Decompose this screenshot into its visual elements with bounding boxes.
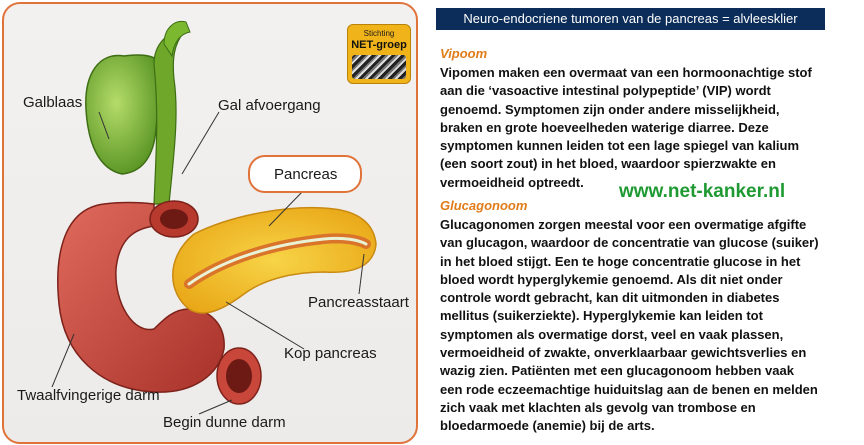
text-line: (een soort zout) in het bloed, waardoor spierzwakte en	[440, 156, 776, 172]
section-title-glucagonoom: Glucagonoom	[440, 198, 528, 213]
text-line: bloedarmoede (anemie) bij de arts.	[440, 418, 655, 434]
section-text-vipoom	[440, 64, 826, 192]
section-text-glucagonoom	[440, 216, 826, 436]
label-pancreasstaart: Pancreasstaart	[308, 294, 409, 311]
text-line: symptomen als overmatige dorst, veel en vaak plassen,	[440, 326, 784, 342]
text-line: wazig zien. Patiënten met een glucagonoom hebben vaak	[440, 363, 794, 379]
text-line: Glucagonomen zorgen meestal voor een overmatige afgifte	[440, 217, 807, 232]
text-line: vermoeidheid optreedt.	[440, 174, 584, 190]
page-title: Neuro-endocriene tumoren van de pancreas = alvleesklier	[436, 8, 825, 30]
logo-line-net-groep: NET-groep	[351, 39, 407, 51]
text-line: mellitus (suikerziekte). Hyperglykemie kan leiden tot	[440, 308, 763, 324]
text-line: vermoeidheid of zwakte, onverklaarbaar gewichtsverlies en	[440, 345, 807, 361]
label-begin-dunne-darm: Begin dunne darm	[163, 414, 286, 431]
text-line: bloed wordt hyperglykemie genoemd. Als dit niet onder	[440, 271, 783, 287]
text-line: braken en grote hoeveelheden waterige diarree. Deze	[440, 119, 769, 135]
net-groep-logo	[347, 24, 411, 84]
text-line: controle wordt gebracht, kan dit uitmonden in diabetes	[440, 290, 780, 306]
text-line: in het bloed stijgt. Een te hoge concentratie glucose in het	[440, 253, 801, 269]
website-link[interactable]: www.net-kanker.nl	[619, 181, 786, 202]
text-line: aan die ‘vasoactive intestinal polypeptide’ (VIP) wordt	[440, 83, 771, 99]
text-line: symptomen kunnen leiden tot een lage spiegel van kalium	[440, 138, 800, 154]
label-kop-pancreas: Kop pancreas	[284, 345, 377, 362]
text-line: zich vaak met klachten als gevolg van trombose en	[440, 399, 756, 415]
logo-line-stichting: Stichting	[363, 29, 395, 38]
bile-duct-shape	[154, 32, 184, 204]
logo-image	[352, 55, 406, 79]
label-gal-afvoergang: Gal afvoergang	[218, 97, 321, 114]
text-line: Vipomen maken een overmaat van een hormoonachtige stof	[440, 65, 812, 80]
section-title-vipoom: Vipoom	[440, 46, 488, 61]
label-pancreas: Pancreas	[274, 166, 338, 183]
anatomy-illustration-panel	[2, 2, 418, 444]
label-twaalfvingerige-darm: Twaalfvingerige darm	[17, 387, 160, 404]
text-line: genoemd. Symptomen zijn onder andere misselijkheid,	[440, 101, 780, 117]
text-line: van glucagon, waardoor de concentratie van glucose (suiker)	[440, 235, 819, 251]
label-galblaas: Galblaas	[23, 94, 83, 111]
gallbladder-shape	[86, 55, 162, 174]
text-line: een rode eczeemachtige huiduitslag aan de benen en melden	[440, 381, 818, 397]
